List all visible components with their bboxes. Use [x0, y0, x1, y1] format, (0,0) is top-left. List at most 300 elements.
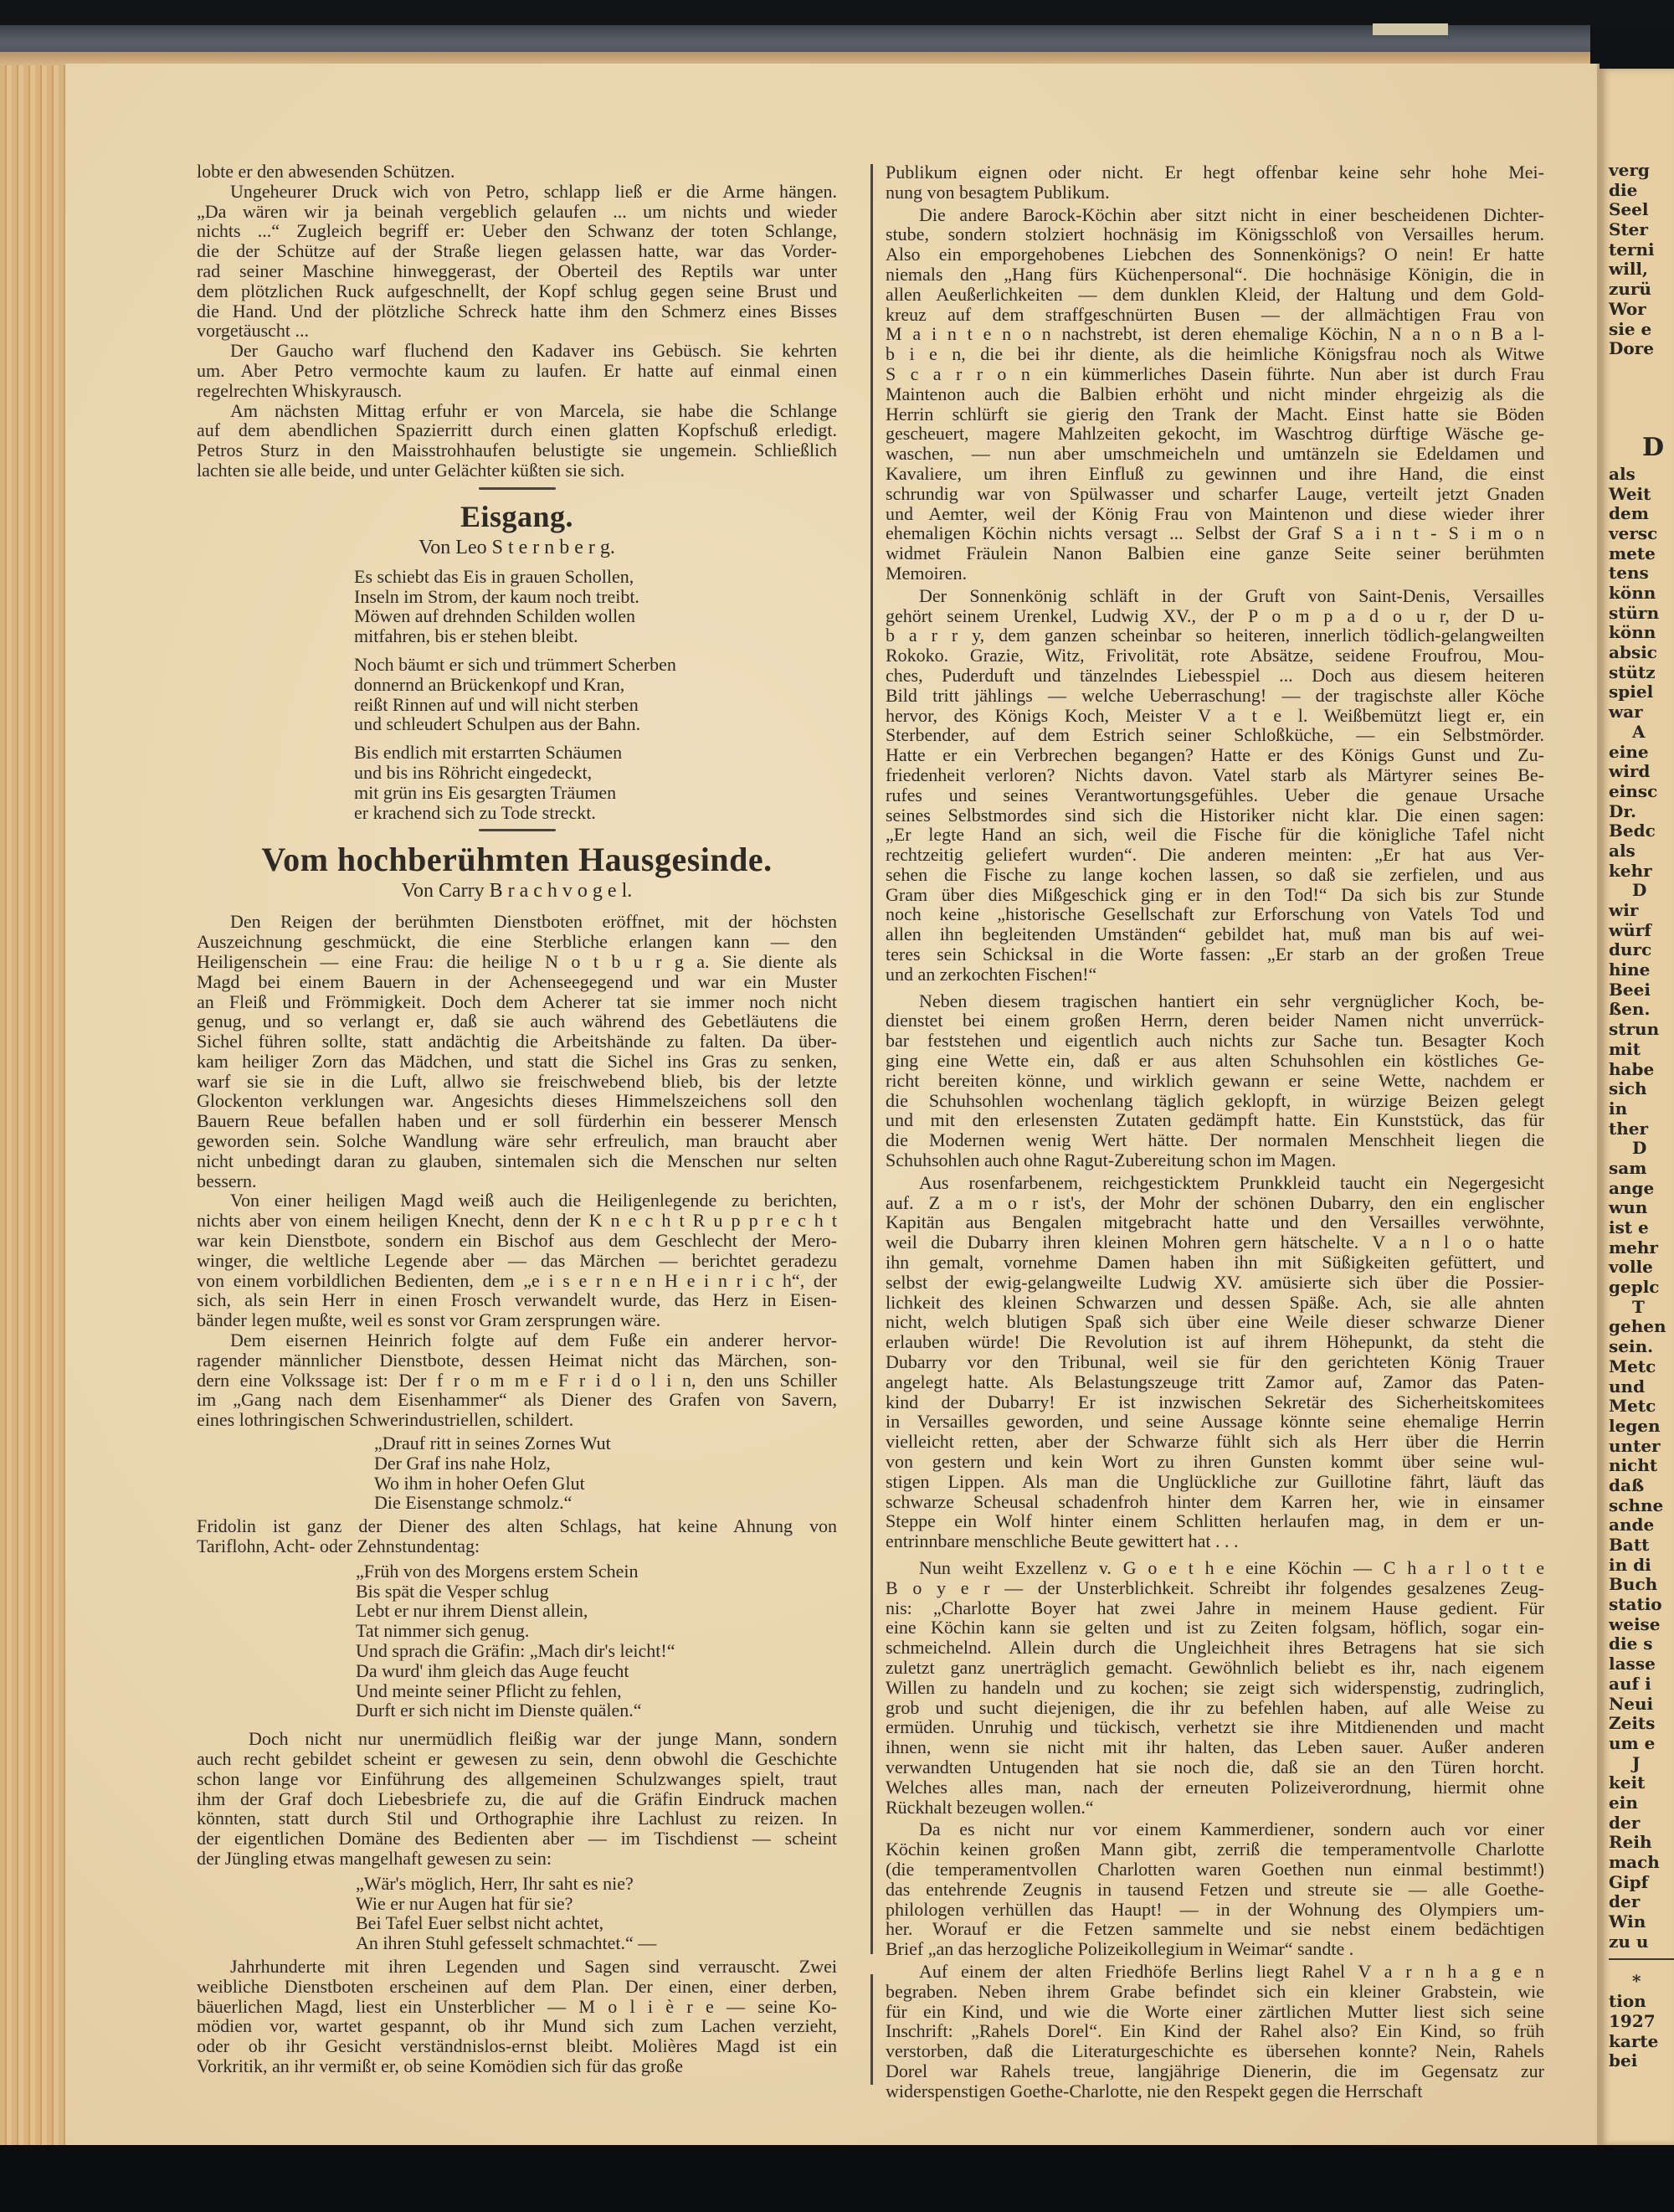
text-line: Kavaliere, um ihren Einfluß zu gewinnen und ihre Hand, die einst [886, 462, 1544, 484]
paragraph [886, 1173, 1544, 1551]
text-line: nichts ...“ Zugleich begriff er: Ueber den Schwanz der toten Schlange, [197, 220, 837, 242]
text-line: weibliche Dienstboten erscheinen auf dem Plan. Der einen, einer derben, [197, 1975, 837, 1997]
poem [197, 1874, 837, 1953]
text-line: Bild tritt jählings — welche Ueberraschung! — der tragischste aller Köche [886, 684, 1544, 706]
fragment-line: könn [1609, 583, 1656, 603]
text-line: auf. Z a m o r ist's, der Mohr der schönen Dubarry, den ein englischer [886, 1191, 1544, 1213]
text-line: an Fleiß und Frömmigkeit. Doch dem Acherer tat sie immer noch nicht [197, 990, 837, 1012]
paragraph [197, 341, 837, 400]
next-page-text-fragments [1609, 161, 1674, 2071]
text-line: rad seiner Maschine hinweggerast, der Oberteil des Reptils war unter [197, 260, 837, 281]
fragment-line: Seel [1609, 199, 1649, 220]
text-line: zuletzt ganz unerträglich gemacht. Gewöhnlich beliebt es ihr, nach eigenem [886, 1656, 1544, 1678]
text-line: und mit den erlesensten Zutaten gedämpft hatte. Ein Kunststück, das für [886, 1109, 1544, 1131]
fragment-line: war [1609, 702, 1643, 723]
poem-stanza [356, 1874, 837, 1953]
text-line: ehemaligen Köchin nichts versagt ... Selbst der Graf S a i n t - S i m o n [886, 522, 1544, 544]
fragment-line: ist e [1609, 1217, 1649, 1237]
text-line: nicht unbedingt daran zu glauben, sintemalen sich die Menschen nur selten [197, 1150, 837, 1171]
article-byline: Von Carry B r a c h v o g e l. [401, 880, 633, 903]
text-line: Rokoko. Grazie, Witz, Frivolität, rote Absätze, seidene Froufrou, Mou- [886, 645, 1544, 666]
text-line: Fridolin ist ganz der Diener des alten Schlags, hat keine Ahnung von [197, 1515, 837, 1537]
fragment-line: wird [1609, 761, 1651, 782]
text-line: Tariflohn, Acht- oder Zehnstundentag: [197, 1536, 480, 1557]
text-line: lobte er den abwesenden Schützen. [197, 161, 455, 182]
text-line: rechtzeitig geliefert wurden“. Die anderen meinten: „Er hat aus Ver- [886, 844, 1544, 866]
verse-line: An ihren Stuhl gefesselt schmachtet.“ — [356, 1932, 657, 1954]
text-line: Steppe ein Wolf hinter einem Schlitten herlaufen mag, in dem er un- [886, 1510, 1544, 1532]
fragment-line: könn [1609, 622, 1656, 643]
text-line: b a r r y, dem ganzen scheinbar so heiteren, innerlich tödlich-gelangweilten [886, 625, 1544, 646]
fragment-line: Zeits [1609, 1713, 1656, 1734]
column-divider [870, 164, 873, 1954]
verse-line: „Drauf ritt in seines Zornes Wut [374, 1433, 611, 1454]
section-divider-rule [197, 822, 837, 839]
fragment-line: eine [1609, 741, 1649, 762]
verse-line: Und meinte seiner Pflicht zu fehlen, [356, 1680, 622, 1701]
verse-line: Bis spät die Vesper schlug [356, 1580, 549, 1602]
text-line: Dem eisernen Heinrich folgte auf dem Fuße ein anderer hervor- [230, 1330, 837, 1351]
text-line: in Versailles geworden, und seine Aussage könnte seine ehemalige Herrin [886, 1411, 1544, 1433]
article-title: Eisgang. [460, 499, 574, 533]
fragment-line: Reih [1609, 1832, 1652, 1853]
text-line: die Modernen wenig Wert hätte. Der normalen Menschheit liegen die [886, 1129, 1544, 1151]
text-line: Magd bei einem Bauern in der Achenseegegend und war ein Muster [197, 970, 837, 992]
fragment-line: Beei [1609, 979, 1651, 1000]
text-line: b i e n, die bei ihr diente, als die heimliche Königsfrau noch als Witwe [886, 343, 1544, 365]
fragment-line: mehr [1609, 1237, 1658, 1258]
fragment-line: Bedc [1609, 820, 1656, 841]
text-line: Nun weiht Exzellenz v. G o e t h e eine Köchin — C h a r l o t t e [919, 1556, 1544, 1578]
text-line: die der Schütze auf der Straße liegen gelassen hatte, war das Vorder- [197, 240, 837, 262]
text-line: ches, Puderduft und tänzelndes Liebesspiel ... Doch aus diesem heiteren [886, 664, 1544, 686]
fragment-line: D [1632, 1138, 1647, 1159]
text-line: S c a r r o n ein kümmerliches Dasein führte. Nun aber ist durch Frau [886, 363, 1544, 384]
fragment-line: unter [1609, 1435, 1661, 1456]
paragraph [886, 586, 1544, 985]
poem-stanza [356, 1561, 837, 1721]
fragment-line: stürn [1609, 602, 1660, 623]
verse-line: Bei Tafel Euer selbst nicht achtet, [356, 1912, 604, 1934]
fragment-line: nicht [1609, 1455, 1658, 1476]
text-line: Dubarry vor den Tribunal, weil sie für den gerichteten König Trauer [886, 1351, 1544, 1373]
text-line: Petros Sturz in den Maisstrohhaufen belustigte sie ungemein. Schließlich [197, 440, 837, 461]
fragment-line: sich [1609, 1078, 1647, 1099]
text-line: weil die Dubarry ihren kleinen Mohren gern hätschelte. V a n l o o hatte [886, 1232, 1544, 1253]
fragment-line: absic [1609, 642, 1657, 663]
verse-line: Möwen auf drehnden Schilden wollen [354, 605, 636, 627]
fragment-line: J [1632, 1752, 1641, 1773]
text-line: gehört seinem Urenkel, Ludwig XV., der P o m p a d o u r, der D u- [886, 604, 1544, 626]
fragment-line: als [1609, 463, 1635, 484]
fragment-line: in [1609, 1098, 1628, 1119]
right-column [886, 160, 1544, 2101]
fragment-line: A [1632, 721, 1646, 742]
text-line: im „Gang nach dem Eisenhammer“ als Diener des Grafen von Savern, [197, 1389, 837, 1411]
text-line: Die andere Barock-Köchin aber sitzt nicht in einer bescheidenen Dichter- [919, 203, 1544, 225]
fragment-line: statio [1609, 1594, 1662, 1615]
fragment-line: die s [1609, 1633, 1653, 1654]
verse-line: Die Eisenstange schmolz.“ [374, 1492, 573, 1514]
text-line: war kein Dienstbote, sondern ein Bischof aus dem Geschlecht der Mero- [197, 1230, 837, 1252]
text-line: eine Köchin kann sie gelten und ist zu Zeiten folgsam, höflich, sogar ein- [886, 1617, 1544, 1638]
paragraph [886, 1819, 1544, 1959]
text-line: von gestern und kein Wort zu ihren Gunsten kommt über seine wul- [886, 1451, 1544, 1472]
text-line: Ungeheurer Druck wich von Petro, schlapp ließ er die Arme hängen. [230, 180, 837, 202]
text-line: B o y e r — der Unsterblichkeit. Schreibt ihr folgendes gesalzenes Zeug- [886, 1577, 1544, 1598]
verse-line: „Früh von des Morgens erstem Schein [356, 1560, 639, 1582]
verse-line: reißt Rinnen auf und will nicht sterben [354, 693, 639, 715]
text-line: angelegt hatte. Als Belastungszeuge tritt Zamor auf, Zamor das Paten- [886, 1371, 1544, 1392]
left-column [197, 162, 837, 2076]
text-line: um. Aber Petro vermochte kaum zu laufen. Er hatte auf einmal einen [197, 359, 837, 381]
text-line: winger, die weltliche Legende aber — das Märchen — berichtet geradezu [197, 1249, 837, 1271]
fragment-line: wun [1609, 1197, 1648, 1218]
fragment-line: einsc [1609, 780, 1658, 801]
text-line: allen Aeußerlichkeiten — dem dunklen Kleid, der Haltung und dem Gold- [886, 283, 1544, 305]
poem-stanza [374, 1433, 837, 1513]
verse-line: donnernd an Brückenkopf und Kran, [354, 673, 625, 695]
paragraph [197, 1191, 837, 1330]
text-line: entrinnbare menschliche Beute gewittert hat . . . [886, 1530, 1239, 1552]
verse-line: Da wurd' ihm gleich das Auge feucht [356, 1659, 629, 1681]
text-line: Vorkritik, an ihr vermißt er, ob seine Komödien sich für das große [197, 2055, 683, 2076]
verse-line: Wo ihm in hoher Oefen Glut [374, 1472, 585, 1494]
text-line: niemals den „Hang fürs Küchenpersonal“. Die hochnäsige Königin, die in [886, 263, 1544, 285]
text-line: auch recht gebildet scheint er gewesen zu sein, denn obwohl die Geschichte [197, 1747, 837, 1769]
fragment-line: durc [1609, 939, 1652, 960]
fragment-line: 1927 [1609, 2010, 1656, 2031]
text-line: vorgetäuscht ... [197, 320, 310, 342]
text-line: rufes und seines Verantwortungsgefühles. Ueber die genaue Ursache [886, 784, 1544, 805]
text-line: für ein Kind, und wie die Worte einer zärtlichen Mutter liest sich seine [886, 2000, 1544, 2022]
text-line: philologen verhüllen das Haupt! — in der Wohnung des Olympiers um- [886, 1898, 1544, 1920]
fragment-line: kehr [1609, 860, 1652, 881]
text-line: waschen, — nun aber umschmeicheln und umtänzeln sie Edeldamen und [886, 443, 1544, 465]
verse-line: mitfahren, bis er stehen bleibt. [354, 625, 578, 647]
text-line: Herrin schlürft sie gierig den Trank der Macht. Einst hatte sie Böden [886, 403, 1544, 424]
verse-line: und bis ins Röhricht eingedeckt, [354, 761, 593, 783]
text-line: Der Gaucho warf fluchend den Kadaver ins Gebüsch. Sie kehrten [230, 340, 837, 362]
text-line: Sterbender, auf dem Estrich seiner Schloßküche, — ein Selbstmörder. [886, 724, 1544, 746]
fragment-line: und [1609, 1376, 1646, 1397]
text-line: bäuerlichen Magd, liest ein Unsterblicher — M o l i è r e — seine Ko- [197, 1995, 837, 2017]
text-line: Den Reigen der berühmten Dienstboten eröffnet, mit der höchsten [230, 911, 837, 933]
fragment-line: verg [1609, 160, 1650, 180]
verse-line: Tat nimmer sich genug. [356, 1620, 530, 1642]
text-line: kam heiliger Zorn das Mädchen, und statt die Sichel ins Gras zu senken, [197, 1050, 837, 1072]
text-line: Auszeichnung geschmückt, die eine Sterbliche erlangen kann — den [197, 931, 837, 953]
text-line: Rückhalt bezeugen wollen.“ [886, 1796, 1094, 1818]
text-line: warf sie sie in die Luft, allwo sie freischwebend blieb, bis der letzte [197, 1070, 837, 1092]
poem [197, 1561, 837, 1721]
text-line: bessern. [197, 1170, 257, 1191]
paragraph [886, 205, 1544, 584]
text-line: ihm der Graf doch Liebesbriefe zu, die auf die Gräfin Eindruck machen [197, 1788, 837, 1809]
paragraph [886, 991, 1544, 1170]
fragment-line: bei [1609, 2050, 1638, 2071]
fragment-line: daß [1609, 1474, 1645, 1495]
fragment-line: will, [1609, 259, 1648, 280]
fragment-line: Metc [1609, 1396, 1656, 1417]
fragment-line: spiel [1609, 682, 1654, 702]
text-line: grob und sucht diejenigen, die ihr zu befehlen haben, auf alle Weise zu [886, 1696, 1544, 1718]
fragment-line: * [1632, 1971, 1641, 1992]
text-line: „Er legte Hand an sich, weil die Fische für die königliche Tafel nicht [886, 824, 1544, 846]
text-line: Gram über dies Mißgeschick ging er in den Tod!“ Da sich bis zur Stunde [886, 883, 1544, 905]
text-line: vielleicht retten, aber der Schwarze fühlt sich als Herr über die Herrin [886, 1431, 1544, 1453]
text-line: Brief „an das herzogliche Polizeikollegium in Weimar“ sandte . [886, 1938, 1354, 1960]
text-line: Neben diesem tragischen hantiert ein sehr vergnüglicher Koch, be- [919, 990, 1544, 1011]
text-line: oder ob ihr Gesicht verständnislos-ernst bleibt. Molières Magd ist ein [197, 2035, 837, 2057]
text-line: noch keine „historische Gesellschaft zur Erforschung von Vatels Tod und [886, 903, 1544, 925]
text-line: bar feststehen und eigentlich auch nichts zur Sache tun. Besagter Koch [886, 1030, 1544, 1052]
text-line: Inschrift: „Rahels Dorel“. Ein Kind der Rahel also? Ein Kind, so früh [886, 2020, 1544, 2042]
fragment-line: zurü [1609, 279, 1651, 300]
text-line: schon lange vor Einführung des allgemeinen Schulzwanges spielt, traut [197, 1767, 837, 1789]
column-divider-lower [870, 1974, 873, 2085]
text-line: friedenheit verloren? Nichts davon. Vatel starb als Märtyrer seines Be- [886, 764, 1544, 785]
fragment-line: ßen. [1609, 999, 1651, 1020]
verse-line: Noch bäumt er sich und trümmert Scherben [354, 653, 676, 675]
fragment-line: sie e [1609, 318, 1652, 339]
fragment-line: der [1609, 1812, 1641, 1833]
text-line: selbst der ewig-gelangweilte Ludwig XV. amüsierte sich über die Possier- [886, 1271, 1544, 1293]
text-line: der eigentlichen Domäne des Bedienten aber — im Tischdienst — scheint [197, 1828, 837, 1849]
text-line: mödien vor, wartet gespannt, ob ihr Mund sich zum Lachen verzieht, [197, 2015, 837, 2037]
fragment-line: mit [1609, 1038, 1641, 1059]
text-line: nis: „Charlotte Boyer hat zwei Jahre in meinem Hause gedient. Für [886, 1597, 1544, 1618]
text-line: auf dem abendlichen Spazierritt durch einen glatten Kopfschuß erledigt. [197, 419, 837, 441]
paragraph [197, 182, 837, 341]
text-line: Sichel führen sollte, statt andächtig die Arbeitshände zu falten. Da über- [197, 1031, 837, 1052]
poem [197, 567, 837, 823]
text-line: begraben. Neben ihrem Grabe befindet sich ein kleiner Grabstein, wie [886, 1980, 1544, 2002]
text-line: allen ihn begleitenden Umständen“ gebildet hat, muß man bis auf wei- [886, 923, 1544, 945]
text-line: geworden sein. Solche Wandlung wäre sehr erfreulich, man braucht aber [197, 1130, 837, 1152]
text-line: Also ein emporgehobenes Liebchen des Sonnenkönigs? O nein! Er hatte [886, 244, 1544, 265]
fragment-line: weise [1609, 1613, 1661, 1634]
text-line: schrundig war von Spülwasser und scharfer Lauge, verteilt jetzt Gnaden [886, 482, 1544, 504]
text-line: genug, und so verlangt er, daß sie auch während des Gebetläutens die [197, 1011, 837, 1032]
text-line: Der Sonnenkönig schläft in der Gruft von Saint-Denis, Versailles [919, 584, 1544, 606]
text-line: widmet Fräulein Nanon Balbien eine ganze Seite seiner berühmten [886, 543, 1544, 564]
text-line: dern eine Volkssage ist: Der f r o m m e F r i d o l i n, den uns Schiller [197, 1369, 837, 1391]
fragment-line: Win [1609, 1911, 1646, 1932]
fragment-line: die [1609, 179, 1638, 200]
fragment-line: Gipf [1609, 1871, 1649, 1892]
fragment-line: schne [1609, 1494, 1664, 1515]
fragment-line: sam [1609, 1157, 1647, 1178]
text-line: Welches alles man, nach der erneuten Polizeiverordnung, hiermit ohne [886, 1776, 1544, 1798]
text-line: und an zerkochten Fischen!“ [886, 963, 1097, 985]
fragment-line: T [1632, 1296, 1645, 1317]
text-line: nung von besagtem Publikum. [886, 181, 1110, 203]
text-line: her. Worauf er die Fetzen sammelte und sie nebst einem bedächtigen [886, 1918, 1544, 1940]
fragment-line: Ster [1609, 219, 1648, 240]
text-line: Hatte er ein Verbrechen begangen? Hatte er des Königs Gunst und Zu- [886, 744, 1544, 766]
paragraph [886, 1962, 1544, 2101]
text-line: stube, sondern stolziert hochnäsig im Königsschloß von Versailles herum. [886, 224, 1544, 245]
verse-line: „Wär's möglich, Herr, Ihr saht es nie? [356, 1872, 634, 1894]
fragment-line: D [1632, 880, 1647, 901]
binding-label [1373, 23, 1448, 35]
text-line: Kapitän aus Bengalen mitgebracht hatte und den Versailles verwöhnte, [886, 1211, 1544, 1233]
paragraph [197, 1516, 837, 1556]
text-line: Auf einem der alten Friedhöfe Berlins liegt Rahel V a r n h a g e n [919, 1960, 1544, 1982]
text-line: lachten sie alle beide, und unter Gelächter küßten sie sich. [197, 459, 625, 481]
text-line: eines lothringischen Schwerindustriellen, schildert. [197, 1409, 574, 1431]
poem-stanza [354, 743, 837, 822]
text-line: (die temperamentvollen Charlotten waren Goethen nun einmal bestimmt!) [886, 1858, 1544, 1880]
text-line: hervor, des Königs Koch, Meister V a t e l. Weißbemützt liegt er, ein [886, 704, 1544, 726]
text-line: „Da wären wir ja beinah vergeblich gelaufen ... um nichts und wieder [197, 200, 837, 222]
text-line: Da es nicht nur vor einem Kammerdiener, sondern auch vor einer [919, 1818, 1544, 1840]
text-line: Aus rosenfarbenem, reichgesticktem Prunkkleid taucht ein Negergesicht [919, 1171, 1544, 1193]
fragment-line: tion [1609, 1991, 1646, 2012]
text-line: und Aemter, weil der König Frau von Maintenon und diese wieder ihrer [886, 502, 1544, 524]
fragment-line: legen [1609, 1415, 1661, 1436]
scan-background-bottom [0, 2145, 1674, 2212]
fragment-line: Wor [1609, 298, 1646, 319]
text-line: Publikum eignen oder nicht. Er hegt offenbar keine sehr hohe Mei- [886, 162, 1544, 183]
fragment-line: Neui [1609, 1693, 1654, 1714]
text-line: lichkeit des kleinen Schwarzen und dessen Späße. Ach, sie alle ahnten [886, 1291, 1544, 1313]
fragment-line: würf [1609, 919, 1651, 940]
text-line: ihn gemalt, vornehme Damen haben ihn mit Süßigkeiten gefüttert, und [886, 1252, 1544, 1273]
text-line: dienstet bei einem großen Herrn, deren beider Namen nicht unverrück- [886, 1010, 1544, 1031]
fragment-line: als [1609, 840, 1635, 861]
text-line: Glockenton verklungen war. Angesichts dieses Himmelszeichens soll den [197, 1090, 837, 1112]
fragment-line: Buch [1609, 1574, 1658, 1595]
text-line: könnten, statt durch Stil und Orthographie ihre Lachlust zu reizen. In [197, 1808, 837, 1829]
fragment-line: hine [1609, 959, 1651, 980]
fragment-line: ein [1609, 1792, 1638, 1813]
text-line: die Hand. Und der plötzliche Schreck hatte ihm den Schmerz eines Bisses [197, 300, 837, 322]
text-line: ging eine Wette ein, daß er aus alten Schuhsohlen ein köstliches Ge- [886, 1050, 1544, 1072]
verse-line: Inseln im Strom, der kaum noch treibt. [354, 585, 639, 607]
paragraph [197, 1729, 837, 1869]
text-line: seines Selbstmordes sind sich die Historiker nicht klar. Die einen sagen: [886, 804, 1544, 826]
text-line: regelrechten Whiskyrausch. [197, 379, 403, 401]
verse-line: Bis endlich mit erstarrten Schäumen [354, 742, 623, 764]
fragment-heading: D [1642, 432, 1665, 462]
text-line: ermüden. Unruhig und tückisch, verhetzt sie ihre Mitdienenden und macht [886, 1716, 1544, 1738]
fragment-line: karte [1609, 2030, 1659, 2051]
text-line: M a i n t e n o n nachstrebt, ist deren ehemalige Köchin, N a n o n B a l- [886, 323, 1544, 345]
paragraph [886, 1558, 1544, 1817]
text-line: bänder legen mußte, weil es sonst vor Gram zersprungen wäre. [197, 1309, 661, 1331]
text-line: verstorben, daß die Literaturgeschichte es übersehen konnte? Nein, Rahels [886, 2040, 1544, 2062]
text-line: ihnen, wenn sie nicht mit ihr halten, das Leben sauer. Außer anderen [886, 1736, 1544, 1758]
fragment-line: ther [1609, 1118, 1649, 1139]
verse-line: mit grün ins Eis gesargten Träumen [354, 781, 617, 803]
text-line: Köchin keinen großen Mann gibt, zerriß die temperamentvolle Charlotte [886, 1839, 1544, 1860]
paragraph [197, 401, 837, 481]
text-line: schwarze Scheusal schadenfroh hinter dem Karren her, wie in einsamer [886, 1490, 1544, 1512]
fragment-line: dem [1609, 503, 1649, 524]
stacked-page-edges [0, 52, 67, 2153]
verse-line: Wie er nur Augen hat für sie? [356, 1892, 573, 1914]
fragment-line: um e [1609, 1732, 1656, 1753]
verse-line: Und sprach die Gräfin: „Mach dir's leicht!“ [356, 1640, 675, 1661]
fragment-line: mach [1609, 1852, 1660, 1872]
text-line: Am nächsten Mittag erfuhr er von Marcela, sie habe die Schlange [230, 399, 837, 421]
fragment-line: gehen [1609, 1316, 1666, 1337]
fragment-line: sein. [1609, 1336, 1654, 1357]
text-line: von einem vorbildlichen Bedienten, dem „e i s e r n e n H e i n r i c h“, der [197, 1269, 837, 1291]
poem-stanza [354, 655, 837, 734]
fragment-line: terni [1609, 239, 1655, 260]
text-line: Willen zu handeln und zu kochen; sie zeigt sich widerspenstig, zudringlich, [886, 1676, 1544, 1698]
fragment-line: geplc [1609, 1277, 1660, 1298]
text-line: Doch nicht nur unermüdlich fleißig war der junge Mann, sondern [249, 1728, 837, 1750]
verse-line: Es schiebt das Eis in grauen Schollen, [354, 565, 634, 587]
fragment-line: versc [1609, 522, 1658, 543]
text-line: dem plötzlichen Ruck aufgeschnellt, der Kopf schlug gegen seine Brust und [197, 280, 837, 301]
text-line: teres sein Schicksal in die Worte fassen: „Er starb an der großen Treue [886, 944, 1544, 965]
fragment-line: Metc [1609, 1355, 1656, 1376]
fragment-line: Dr. [1609, 800, 1637, 821]
text-line: Memoiren. [886, 562, 968, 584]
fragment-line: volle [1609, 1257, 1653, 1278]
text-line: Von einer heiligen Magd weiß auch die Heiligenlegende zu berichten, [230, 1190, 837, 1211]
fragment-line: Batt [1609, 1535, 1650, 1555]
article-byline: Von Leo S t e r n b e r g. [418, 536, 615, 558]
verse-line: und schleudert Schulpen aus der Bahn. [354, 713, 641, 735]
text-line: erlauben würde! Die Revolution ist auf ihrem Höhepunkt, da steht die [886, 1331, 1544, 1353]
text-line: Bauern Reue befallen haben und er soll fürderhin ein besserer Mensch [197, 1110, 837, 1132]
fragment-line: habe [1609, 1058, 1655, 1079]
text-line: sehen die Fische zu lange kochen lassen, so daß sie zerfielen, und aus [886, 863, 1544, 885]
fragment-line: mete [1609, 543, 1656, 563]
fragment-line: wir [1609, 900, 1639, 920]
text-line: Schuhsohlen auch ohne Ragut-Zubereitung schon im Magen. [886, 1150, 1337, 1171]
verse-line: Der Graf ins nahe Holz, [374, 1452, 551, 1474]
text-line: widerspenstigen Goethe-Charlotte, nie den Respekt gegen die Herrschaft [886, 2080, 1423, 2101]
fragment-line: strun [1609, 1019, 1660, 1040]
text-line: Maintenon auch die Balbien erhöht und nicht minder ehrgeizig als die [886, 383, 1544, 404]
text-line: nichts aber von einem heiligen Knecht, denn der K n e c h t R u p p r e c h t [197, 1210, 837, 1232]
fragment-line: keit [1609, 1772, 1646, 1793]
text-line: Heiligenschein — eine Frau: die heilige N o t b u r g a. Sie diente als [197, 950, 837, 972]
verse-line: er krachend sich zu Tode streckt. [354, 801, 596, 823]
text-line: schmeichelnd. Allein durch die Ungleichheit ihres Betragens hat sie sich [886, 1637, 1544, 1659]
fragment-line: tens [1609, 563, 1649, 584]
article-title: Vom hochberühmten Hausgesinde. [261, 841, 773, 879]
text-line: verwandten Untugenden hat sie noch die, daß sie an den Türen horcht. [886, 1756, 1544, 1777]
text-line: sich, als sein Herr in einen Frosch verwandelt wurde, das Herz in Eisen- [197, 1289, 837, 1311]
text-line: das entehrende Zeugnis in tausend Fetzen und streute sie — alle Goethe- [886, 1878, 1544, 1900]
poem-stanza [354, 567, 837, 646]
text-line: richt bereiten könne, und wirklich gewann er seine Wette, nachdem er [886, 1069, 1544, 1091]
paragraph [197, 1330, 837, 1430]
section-divider-rule [197, 481, 837, 497]
fragment-line: ande [1609, 1515, 1655, 1536]
fragment-line: der [1609, 1891, 1641, 1912]
text-line: kreuz auf dem straffgeschnürten Busen — der allmächtigen Frau von [886, 303, 1544, 325]
text-line: kind der Dubarry! Er ist inzwischen Sekretär des Sicherheitskomitees [886, 1391, 1544, 1412]
text-line: ragender männlicher Dienstbote, dessen Heimat nicht das Märchen, son- [197, 1349, 837, 1371]
text-line: die Schuhsohlen wochenlang täglich geklopft, in würzige Beizen gelegt [886, 1089, 1544, 1111]
paragraph [886, 162, 1544, 203]
fragment-line: in di [1609, 1554, 1651, 1575]
fragment-line: Dore [1609, 338, 1654, 359]
fragment-line: Weit [1609, 483, 1651, 504]
text-line: Jahrhunderte mit ihren Legenden und Sagen sind verrauscht. Zwei [230, 1955, 837, 1977]
fragment-line: auf i [1609, 1673, 1651, 1694]
text-line: gescheuert, magere Mahlzeiten gekocht, im Waschtrog dürftige Wäsche ge- [886, 423, 1544, 445]
